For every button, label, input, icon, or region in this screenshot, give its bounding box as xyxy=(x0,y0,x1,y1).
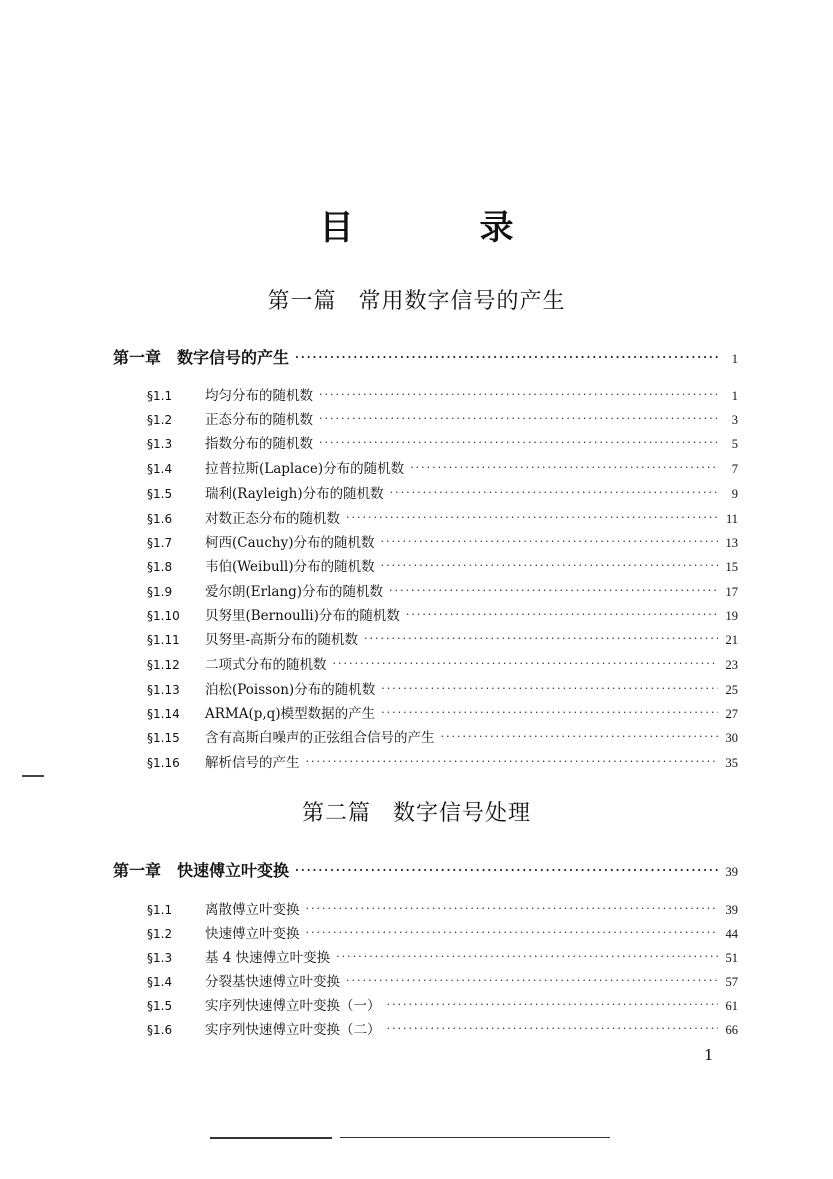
section-title: 均匀分布的随机数 xyxy=(205,388,313,404)
page-ref: 19 xyxy=(725,609,738,623)
dot-leader xyxy=(381,678,718,692)
section-number: §1.5 xyxy=(147,487,173,501)
section-number: §1.2 xyxy=(147,413,173,427)
page-ref: 61 xyxy=(725,999,738,1013)
toc-section-entry[interactable] xyxy=(147,678,738,698)
page-ref: 51 xyxy=(725,951,738,965)
section-title: 实序列快速傅立叶变换（一） xyxy=(205,998,381,1014)
page-ref: 21 xyxy=(725,633,738,647)
dot-leader xyxy=(295,347,718,361)
dot-leader xyxy=(346,507,718,521)
dot-leader xyxy=(336,946,718,960)
toc-section-entry[interactable] xyxy=(147,580,738,600)
section-number: §1.3 xyxy=(147,951,173,965)
page-ref: 30 xyxy=(725,731,738,745)
section-number: §1.4 xyxy=(147,975,173,989)
dot-leader xyxy=(346,970,718,984)
chapter-title: 快速傅立叶变换 xyxy=(177,861,290,880)
toc-section-entry[interactable] xyxy=(147,604,738,624)
toc-section-entry[interactable] xyxy=(147,384,738,404)
page-ref: 44 xyxy=(725,927,738,941)
section-number: §1.9 xyxy=(147,585,173,599)
dot-leader xyxy=(319,384,718,398)
toc-section-entry[interactable] xyxy=(147,702,738,722)
part-heading xyxy=(0,796,833,827)
dot-leader xyxy=(306,898,719,912)
section-title: 离散傅立叶变换 xyxy=(205,902,300,918)
toc-section-entry[interactable] xyxy=(147,555,738,575)
section-title: 基 4 快速傅立叶变换 xyxy=(205,950,331,966)
section-number: §1.16 xyxy=(147,756,180,770)
section-number: §1.10 xyxy=(147,609,180,623)
toc-section-entry[interactable] xyxy=(147,922,738,942)
chapter-title: 数字信号的产生 xyxy=(177,348,290,367)
section-title: 韦伯(Weibull)分布的随机数 xyxy=(205,559,375,575)
toc-section-entry[interactable] xyxy=(147,970,738,990)
section-title: ARMA(p,q)模型数据的产生 xyxy=(205,706,376,722)
dot-leader xyxy=(295,860,718,874)
dot-leader xyxy=(319,432,718,446)
section-title: 分裂基快速傅立叶变换 xyxy=(205,974,340,990)
section-number: §1.14 xyxy=(147,707,180,721)
toc-chapter-entry[interactable] xyxy=(113,345,738,368)
dot-leader xyxy=(389,580,718,594)
part-label: 第二篇 xyxy=(301,801,371,826)
chapter-number: 第一章 xyxy=(113,861,162,880)
toc-section-entry[interactable] xyxy=(147,482,738,502)
scan-line-artifact xyxy=(340,1137,610,1138)
page-ref: 7 xyxy=(731,462,738,476)
section-title: 拉普拉斯(Laplace)分布的随机数 xyxy=(205,461,405,477)
toc-section-entry[interactable] xyxy=(147,628,738,648)
section-title: 解析信号的产生 xyxy=(205,755,300,771)
section-number: §1.1 xyxy=(147,903,173,917)
toc-section-entry[interactable] xyxy=(147,457,738,477)
page-ref: 25 xyxy=(725,683,738,697)
page-ref: 11 xyxy=(725,512,738,526)
toc-section-entry[interactable] xyxy=(147,408,738,428)
toc-section-entry[interactable] xyxy=(147,653,738,673)
dot-leader xyxy=(387,994,719,1008)
page-ref: 39 xyxy=(725,865,738,879)
toc-section-entry[interactable] xyxy=(147,898,738,918)
dot-leader xyxy=(364,628,718,642)
section-number: §1.7 xyxy=(147,536,173,550)
dot-leader xyxy=(390,482,718,496)
section-number: §1.6 xyxy=(147,512,173,526)
section-number: §1.3 xyxy=(147,437,173,451)
toc-section-entry[interactable] xyxy=(147,726,738,746)
toc-section-entry[interactable] xyxy=(147,994,738,1014)
toc-section-entry[interactable] xyxy=(147,946,738,966)
section-number: §1.2 xyxy=(147,927,173,941)
toc-section-entry[interactable] xyxy=(147,507,738,527)
section-title: 指数分布的随机数 xyxy=(205,436,313,452)
page-ref: 1 xyxy=(731,389,738,403)
section-number: §1.12 xyxy=(147,658,180,672)
section-title: 瑞利(Rayleigh)分布的随机数 xyxy=(205,486,384,502)
section-title: 实序列快速傅立叶变换（二） xyxy=(205,1022,381,1038)
dot-leader xyxy=(306,751,719,765)
section-number: §1.15 xyxy=(147,731,180,745)
part-name: 数字信号处理 xyxy=(393,801,532,826)
dot-leader xyxy=(441,726,719,740)
section-number: §1.1 xyxy=(147,389,173,403)
dot-leader xyxy=(381,555,718,569)
part-heading xyxy=(0,284,833,315)
page-ref: 57 xyxy=(725,975,738,989)
dot-leader xyxy=(406,604,718,618)
page-number: 1 xyxy=(704,1046,714,1064)
dot-leader xyxy=(381,702,718,716)
page-ref: 66 xyxy=(725,1023,738,1037)
section-number: §1.13 xyxy=(147,683,180,697)
section-title: 爱尔朗(Erlang)分布的随机数 xyxy=(205,584,384,600)
page-ref: 9 xyxy=(731,487,738,501)
page-ref: 3 xyxy=(731,413,738,427)
part-name: 常用数字信号的产生 xyxy=(358,289,566,314)
section-title: 柯西(Cauchy)分布的随机数 xyxy=(205,535,375,551)
section-number: §1.8 xyxy=(147,560,173,574)
page-ref: 13 xyxy=(725,536,738,550)
chapter-number: 第一章 xyxy=(113,348,162,367)
page-ref: 17 xyxy=(725,585,738,599)
section-number: §1.4 xyxy=(147,462,173,476)
page-ref: 39 xyxy=(725,903,738,917)
section-title: 含有高斯白噪声的正弦组合信号的产生 xyxy=(205,730,435,746)
toc-chapter-entry[interactable] xyxy=(113,858,738,881)
dot-leader xyxy=(381,531,719,545)
section-title: 正态分布的随机数 xyxy=(205,412,313,428)
section-title: 贝努里(Bernoulli)分布的随机数 xyxy=(205,608,400,624)
page-ref: 1 xyxy=(731,352,738,366)
section-number: §1.5 xyxy=(147,999,173,1013)
section-title: 快速傅立叶变换 xyxy=(205,926,300,942)
page-ref: 5 xyxy=(731,437,738,451)
page-title: 目 录 xyxy=(319,208,560,248)
section-title: 泊松(Poisson)分布的随机数 xyxy=(205,682,376,698)
dot-leader xyxy=(333,653,719,667)
section-title: 对数正态分布的随机数 xyxy=(205,511,340,527)
toc-section-entry[interactable] xyxy=(147,432,738,452)
scan-mark-artifact xyxy=(22,775,44,777)
part-label: 第一篇 xyxy=(267,289,337,314)
dot-leader xyxy=(410,457,718,471)
page-ref: 23 xyxy=(725,658,738,672)
toc-section-entry[interactable] xyxy=(147,531,738,551)
dot-leader xyxy=(387,1018,719,1032)
page-ref: 15 xyxy=(725,560,738,574)
dot-leader xyxy=(319,408,718,422)
section-number: §1.6 xyxy=(147,1023,173,1037)
page-ref: 35 xyxy=(725,756,738,770)
toc-section-entry[interactable] xyxy=(147,1018,738,1038)
section-title: 贝努里-高斯分布的随机数 xyxy=(205,632,359,648)
toc-section-entry[interactable] xyxy=(147,751,738,771)
scan-line-artifact xyxy=(210,1137,332,1139)
section-number: §1.11 xyxy=(147,633,180,647)
dot-leader xyxy=(306,922,719,936)
section-title: 二项式分布的随机数 xyxy=(205,657,327,673)
page-ref: 27 xyxy=(725,707,738,721)
